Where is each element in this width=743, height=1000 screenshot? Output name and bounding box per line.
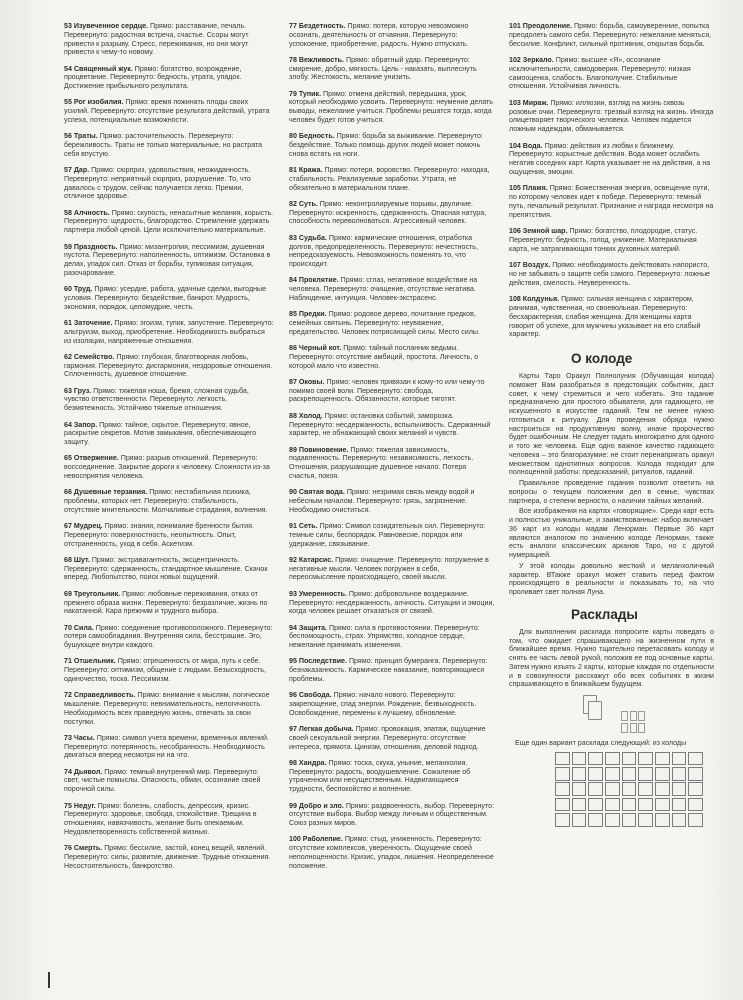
card-entry [64,387,274,413]
card-title: 75 Недуг. [64,801,96,810]
card-entry [509,184,714,219]
card-entry [64,522,274,548]
card-entry [64,243,274,278]
card-entry [289,759,495,794]
card-title: 55 Рог изобилия. [64,98,124,107]
card-title: 59 Праздность. [64,242,118,251]
card-entry [64,802,274,837]
card-title: 57 Дар. [64,166,90,175]
card-meaning: Прямо: эгоизм, тупик, запустение. Перевернуто: альтруизм, выход, приобретение. Необходимость выбраться из изоляции, напряженные отношения. [64,319,274,345]
card-entry [64,65,274,91]
card-meaning: Прямо: нестабильная психика, проблемы, которых нет. Перевернуто: стабильность, отсутствие мнительности. Молчаливые страдания, волнения. [64,488,268,514]
card-meaning: Прямо: бессилие, застой, конец вещей, явлений. Перевернуто: силы, развитие, движение. Трудные отношения. Несостоятельность, банкротство. [64,844,271,870]
card-meaning: Прямо: Божественная энергия, освещение пути, по которому человек идет к победе. Перевернуто: темный путь, печальный результат. Признание и награда несмотря на препятствия. [509,184,714,219]
card-entry [289,657,495,683]
card-entry [289,412,495,438]
card-title: 93 Умеренность. [289,589,347,598]
spread-card-slot [622,782,637,796]
card-entry [289,132,495,158]
card-entry [509,295,714,339]
card-title: 65 Отвержение. [64,454,119,463]
card-meaning: Прямо: богатство, возрождение, процветание. Перевернуто: бедность, утрата, упадок. Достижение прибыльного результата. [64,64,242,91]
card-meaning: Прямо: обратный удар. Перевернуто: смирение, добро, мягкость. Цель - наказать, выплеснуть злобу. Жестокость, желание унизить. [289,55,477,82]
card-entry [509,142,714,177]
card-entry [64,556,274,582]
card-entry [64,844,274,870]
spreads-title: Расклады [571,606,638,622]
spread-card-slot [638,798,653,812]
card-title: 66 Душевные терзания. [64,488,148,497]
spread-card-slot [672,813,687,827]
card-meaning: Прямо: тоска, скука, уныние, меланхолия. Перевернуто: радость, воодушевление. Сожаление об утраченном или несущественным. Надвигающиеся трудности, беспокойство и волнение. [289,758,471,794]
card-entry [64,209,274,235]
spread-card-slot [655,782,670,796]
spread-card-slot [572,752,587,766]
card-title: 60 Труд. [64,285,93,294]
card-entry [64,657,274,683]
card-entry [289,200,495,226]
card-title: 99 Добро и зло. [289,801,344,810]
spread-card-slot [638,752,653,766]
spread-card-slot [638,782,653,796]
spread-card-slot [655,752,670,766]
card-meaning: Прямо: любовные переживания, отказ от прежнего образа жизни. Перевернуто: безразличие, жизнь по накатанной. Кара прежним и трудного выбора. [64,589,268,616]
card-grid-icon [621,711,645,733]
spread-card-slot [688,767,703,781]
card-entries-right [509,22,714,339]
spread-card-slot [672,798,687,812]
card-meaning: Прямо: символ учета времени, временных явлений. Перевернуто: потерянность, несобранность. Необходимость двигаться вперед несмотря ни на что. [64,733,269,760]
spreads-text: Для выполнения расклада попросите карты поведать о том, что ожидает спрашивающего на жизненном пути в ближайшее время. Нужно тщательно перетасовать колоду и снять ее часть левой рукой, положив ее под основные карты. Затем нужно изъять 2 карты, которые каждая по отдельности и в совокупности расскажут обо всех событиях в жизни спрашивающего в ближайшем будущем. [509,627,714,689]
card-meaning: Прямо: усердие, работа, удачные сделки, выгодные условия. Перевернуто: бездействие, банкрот. Мудрость, экономия, порядок, целомудрие, честь. [64,285,267,311]
card-title: 107 Воздух. [509,261,551,270]
card-title: 63 Груз. [64,386,92,395]
spread-card-slot [588,798,603,812]
card-meaning: Прямо: тяжелая зависимость, подавленность. Перевернуто: независимость, легкость. Отношения, разрушающие душевное начало. Потеря счастья, покоя. [289,445,474,480]
spread-card-slot [588,782,603,796]
card-meaning: Прямо: необходимость действовать напористо, но не забывать о защите себя самого. Перевернуто: ложные действия, смелость. Неуверенность. [509,261,711,287]
card-title: 87 Оковы. [289,377,325,386]
spread-card-slot [555,782,570,796]
card-meaning: Прямо: родовое дерево, почитание предков, семейных святынь. Перевернуто: неуважение, предательство. Человек потрясающей силы. Место силы. [289,310,480,336]
card-title: 61 Заточение. [64,319,113,327]
card-meaning: Прямо: стыд, униженность. Перевернуто: отсутствие комплексов, уверенность. Ощущение своей неполноценности. Кризис, упадок, лишения. Неопределенное положение. [289,835,494,870]
card-meaning: Прямо: незримая связь между водой и небесным началом. Перевернуто: грязь, загрязнение. Необходимо очиститься. [289,488,475,514]
about-paragraph: Правильное проведение гадания позволит ответить на вопросы о текущем положении дел в семье, чувствах партнера, о степени верности, о наличии тайных желаний. [509,479,714,505]
card-title: 101 Преодоление. [509,22,573,30]
card-meaning: Прямо: сглаз, негативное воздействие на человека. Перевернуто: очищение, отсутствие негатива. Наблюдение, интуиция. Человек-экстрасенс. [289,276,478,302]
card-title: 67 Мудрец. [64,522,103,531]
card-title: 62 Семейство. [64,352,115,361]
card-meaning: Прямо: действия из любви к ближнему. Перевернуто: корыстные действия. Вода может ослабить негатив соседних карт. Карта указывает не на действия, а на ощущения, эмоции. [509,141,711,176]
spread-card-slot [605,767,620,781]
card-meaning: Прямо: расточительность. Перевернуто: бережливость. Траты не только материальные, но растрата себя впустую. [64,132,263,158]
spread-card-slot [555,813,570,827]
spread-card-slot [572,782,587,796]
spread-card-slot [688,798,703,812]
card-title: 77 Бездетность. [289,22,346,30]
card-entry [64,734,274,760]
card-meaning: Прямо: потеря, воровство. Перевернуто: находка, стабильность. Реализуемые заработки. Утрата, не обязательно в материальном плане. [289,166,490,192]
card-meaning: Прямо: внимание к мыслям, логическое мышление. Перевернуто: невнимательность, нелогичность. Необходимость всех праведную жизнь, отвечать за свои поступки. [64,691,270,726]
card-title: 80 Бедность. [289,132,335,141]
spread-card-slot [638,767,653,781]
card-title: 84 Проклятие. [289,276,339,285]
card-meaning: Прямо: очищение. Перевернуто: погружение в негативные мысли. Человек погружен в себя, переосмысление происходящего, своей мысли. [289,555,489,582]
card-entry [289,590,495,616]
card-entry [289,166,495,192]
card-entry [64,421,274,447]
card-entry [509,99,714,134]
card-title: 98 Хандра. [289,758,327,767]
spread-card-slot [622,752,637,766]
column-middle [289,22,495,878]
spread-icons [569,693,714,735]
card-entry [289,488,495,514]
card-title: 104 Вода. [509,141,543,150]
spread-card-slot [588,752,603,766]
spread-card-slot [572,798,587,812]
card-title: 70 Сила. [64,623,94,632]
card-meaning: Прямо: отрешенность от мира, путь к себе. Перевернуто: оптимизм, общение с людьми. Безысходность, одиночество, тоска. Пессимизм. [64,657,266,683]
spread-card-slot [605,752,620,766]
card-entry [289,691,495,717]
card-title: 96 Свобода. [289,691,332,700]
card-entry [289,522,495,548]
card-entry [289,624,495,650]
card-entry [64,166,274,201]
card-meaning: Прямо: тяжелая ноша, бремя, сложная судьба, чувство ответственности. Перевернуто: легкость, безмятежность. Устойчиво тяжелые отношения. [64,386,249,413]
card-meaning: Прямо: темный внутренний мир. Перевернуто: свет, чистые помыслы. Опасность, обман, осознание своей порочной силы. [64,767,261,794]
about-title: О колоде [571,351,633,367]
card-title: 72 Справедливость. [64,691,136,700]
spread-card-slot [555,752,570,766]
card-entry [64,285,274,311]
card-title: 68 Шут. [64,555,90,564]
card-meaning: Прямо: остановка событий, заморозка. Перевернуто: несдержанность, вспыльчивость. Сдержанный характер, не обнажающий своих желаний и чувств. [289,411,491,438]
card-meaning: Прямо: разрыв отношений. Перевернуто: воссоединение. Закрытие дороги к человеку. Сложности из-за невосприятия человека. [64,454,270,480]
card-entry [289,556,495,582]
card-title: 105 Пламя. [509,184,548,193]
card-entry [509,22,714,48]
card-meaning: Прямо: соединение противоположного. Перевернуто: потеря самообладания. Внутренняя сила, бесстрашие. Эго, бушующее внутри каждого. [64,623,273,650]
spread-card-slot [672,752,687,766]
card-entry [64,132,274,158]
card-title: 79 Тупик. [289,89,322,98]
about-paragraph: У этой колоды довольно жесткий и меланхоличный характер. ВТакже оракул может ставить перед фактом происходящего в реальности и показывать то, на что проливает свет полная Луна. [509,561,714,597]
card-title: 69 Треугольник. [64,589,121,598]
card-meaning: Прямо: принцип бумеранга. Перевернуто: безнаказанность. Кармическое наказание, повторяющиеся проблемы. [289,657,488,683]
card-entry [64,22,274,57]
about-paragraph: Все изображения на картах «говорящие». Среди карт есть и полностью уникальные, и заимствованные: набор включает 36 карт из колоды мадам Ленорман. Первые 36 карт являются аналогом по значению колоде Ленорман, также есть аналоги классических арканов Таро, но с другой нумерацией. [509,507,714,560]
spread-card-slot [655,813,670,827]
card-title: 83 Судьба. [289,233,327,242]
card-meaning: Прямо: знания, понимание бренности бытия. Перевернуто: поверхностность, неопытность. Опыт, отстраненность, уход в себя. Аскетизм. [64,522,254,548]
spread-card-slot [688,813,703,827]
spread-card-slot [572,767,587,781]
spread-card-slot [622,798,637,812]
spread-layout-grid [555,752,703,827]
spread-card-slot [572,813,587,827]
card-entry [289,344,495,370]
card-title: 90 Святая вода. [289,488,345,497]
card-meaning: Прямо: провокация, эпатаж, ощущение своей сексуальной энергии. Перевернуто: отсутствие интереса, прямота. Цинизм, отношения, деловой подход. [289,725,486,751]
card-title: 64 Запор. [64,420,98,429]
binding-mark [48,972,50,988]
spread-card-slot [555,767,570,781]
card-meaning: Прямо: борьба, самоуверенние, попытка преодолеть самого себя. Перевернуто: нежелание меняться, бессилие. Конфликт, сильный противник, открытая борьба. [509,22,712,48]
spread-card-slot [688,752,703,766]
about-text [509,372,714,597]
card-title: 78 Вежливость. [289,55,344,64]
card-title: 58 Алчность. [64,208,110,217]
card-title: 73 Часы. [64,733,95,742]
card-title: 95 Последствие. [289,657,347,666]
card-meaning: Прямо: добровольное воздержание. Перевернуто: несдержанность, алчность. Ситуации и эмоции, когда человек решает отказаться от связей. [289,589,495,616]
card-meaning: Прямо: раздвоенность, выбор. Перевернуто: отсутствие выбора. Выбор между личным и общественным. Союз разных миров. [289,801,495,828]
card-entry [289,725,495,751]
spread-card-slot [638,813,653,827]
card-entry [64,98,274,124]
column-left [64,22,274,878]
card-meaning: Прямо: борьба за выживание. Перевернуто: бездействие. Только помощь других людей может помочь снова встать на ноги. [289,132,483,158]
card-meaning: Прямо: высшее «Я», осознание исключительности, самодоверия. Перевернуто: низкая самооценка, слабость. Благополучие. Стабильные отношения. Устойчивая личность. [509,56,691,91]
card-meaning: Прямо: болезнь, слабость, депрессия, кризис. Перевернуто: здоровье, свобода, спокойствие. Трещина в отношениях, навязчивость, желание быть опекаемым. Неудовлетворенность собственной жизнью. [64,801,257,836]
spread-card-slot [622,813,637,827]
card-meaning: Прямо: сюрприз, удовольствия, неожиданность. Перевернуто: неприятный сюрприз, разрушение. То, что давалось с трудом, сейчас получается легко. Премии, отличное здоровье. [64,166,251,201]
card-title: 102 Зеркало. [509,56,554,65]
card-title: 94 Защита. [289,623,327,632]
card-entry [64,353,274,379]
spread-card-slot [605,798,620,812]
card-entry [289,835,495,870]
card-entry [509,56,714,91]
card-meaning: Прямо: иллюзии, взгляд на жизнь сквозь розовые очки. Перевернуто: трезвый взгляд на жизнь. Иногда олицетворяет творческого человека. Человек подается ложным надеждам, обманывается. [509,98,714,134]
card-meaning: Прямо: сильная женщина с характером, ранимая, чувственная, но своевольная. Перевернуто: бесхарактерная, слабая женщина. Для женщины карта говорит об успехе, для мужчины указывает на его слабый характер. [509,295,701,339]
card-meaning: Прямо: мизантропия, пессимизм, душевная пустота. Перевернуто: наполненность, оптимизм. Остановка в делах, упадок сил. Отказ от борьбы, тупиковая ситуация, разочарование. [64,242,271,277]
card-title: 82 Суть. [289,199,318,208]
card-title: 56 Траты. [64,132,98,141]
card-meaning: Прямо: скупость, ненасытные желания, корысть. Перевернуто: щедрость, благородство. Стремление удержать партнера любой ценой. Цели исключительно материальные. [64,208,274,235]
card-title: 89 Повиновение. [289,445,349,454]
spread-card-slot [605,782,620,796]
card-entry [289,276,495,302]
card-meaning: Прямо: экстравагантность, эксцентричность. Перевернуто: сдержанность, стандартное мышление. Скачок вперед. Любопытство, поиск новых ощущений. [64,555,268,582]
spread-caption: Еще один вариант расклада следующий: из колоды [515,739,687,748]
card-meaning: Прямо: тайный посланник ведьмы. Перевернуто: отсутствие амбиций, простота. Личность, о которой мало что известно. [289,344,479,370]
spread-card-slot [655,798,670,812]
card-entry [289,378,495,404]
card-title: 53 Изувеченное сердце. [64,22,148,30]
spread-card-slot [605,813,620,827]
card-meaning: Прямо: отмена действий, передышка, урок, который необходимо усвоить. Перевернуто: неумение делать выводы, нежелание учиться. Проблемы решатся тогда, когда человек будет готов учиться. [289,89,493,124]
card-title: 88 Холод. [289,411,323,420]
about-paragraph: Карты Таро Оракул Полнолуния (Обучающая колода) поможет Вам разобраться в предстоящих событиях, даст совет, к чему стремиться и чего избегать. Это гадание предназначено для простого обывателя, для гадающего, не искушенного в искусстве гаданий. Тем не менее нужно готовиться к ритуалу. Для проведения обряда нужно настроиться на продуктивную волну, иначе пророчество будет ошибочным. Не следует гадать многократно для одного и того же человека. Еще одно важное качество гадающего человека – это благоразумие: не стоит перенапрягать оракул множеством однотипных вопросов. Колода подходит для полноценной работы: предсказаний, ритуалов, гаданий. [509,372,714,477]
spread-card-slot [588,767,603,781]
spread-card-slot [555,798,570,812]
card-title: 106 Земной шар. [509,227,568,236]
card-entry [289,234,495,269]
card-meaning: Прямо: начало нового. Перевернуто: закрепощение, спад энергии. Рождение, безвыходность. Освобождение, перемены к лучшему, обновление. [289,691,477,717]
spread-card-slot [655,767,670,781]
card-meaning: Прямо: кармические отношения, отработка долгов, предопределенность. Перевернуто: нечестность, непредсказуемость. Невозможность поменять то, что происходит. [289,233,478,269]
card-title: 71 Отшельник. [64,657,116,666]
card-title: 100 Раболепие. [289,835,343,844]
card-entry [64,454,274,480]
card-entry [64,768,274,794]
card-entry [64,691,274,726]
card-entry [289,22,495,48]
card-title: 85 Предки. [289,310,327,319]
card-title: 74 Дьявол. [64,767,103,776]
spread-card-slot [588,813,603,827]
card-entry [64,590,274,616]
card-entry [289,802,495,828]
card-entry [289,56,495,82]
spread-card-slot [672,767,687,781]
spread-card-slot [688,782,703,796]
card-entry [64,319,274,345]
card-title: 108 Колдунья. [509,295,560,304]
card-entry [289,446,495,481]
card-entry [289,90,495,125]
column-right [509,22,714,827]
card-entry [509,227,714,253]
card-meaning: Прямо: сила в противостоянии. Перевернуто: беспомощность, страх. Упрямство, холодное сердце, нежелание принимать изменения. [289,623,480,650]
spread-card-slot [622,767,637,781]
card-title: 91 Сеть. [289,522,318,531]
card-meaning: Прямо: неконтролируемые порывы, двуличие. Перевернуто: искренность, сдержанность. Опасная натура, способность переволноваться. Агрессивный человек. [289,199,487,226]
two-cards-icon [583,695,603,721]
card-entry [509,261,714,287]
card-entry [64,488,274,514]
card-meaning: Прямо: потеря, которую невозможно осознать, деятельность от отчаяния. Перевернуто: успокоение, приобретение, радость. Нужно отпускать. [289,22,469,48]
card-meaning: Прямо: богатство, плодородие, статус. Перевернуто: бедность, голод, унижение. Материальная карта, не затрагивающая тонких духовных материй. [509,227,698,253]
card-meaning: Прямо: Символ созидательных сил. Перевернуто: темные силы, беспорядок. Равновесие, порядок или удержание, связывание. [289,522,486,548]
card-title: 76 Смерть. [64,844,103,853]
spread-card-slot [672,782,687,796]
card-meaning: Прямо: глубокая, благотворная любовь, гармония. Перевернуто: дисгармония, нездоровые отношения. Сплоченность, душевное отношение. [64,352,273,379]
card-meaning: Прямо: тайное, скрытое. Перевернуто: явное, раскрытие секретов. Мотив замыкания, обеспечивающего защиту. [64,420,257,447]
card-title: 81 Кража. [289,166,323,175]
card-entry [64,624,274,650]
card-title: 92 Катарсис. [289,555,334,564]
card-title: 54 Священный жук. [64,64,133,73]
card-title: 97 Легкая добыча. [289,725,354,734]
card-meaning: Прямо: расставание, печаль. Перевернуто: радостная встреча, счастье. Ссоры могут привести к разрыву. Стресс, переживания, но они могут привести к чему-то новому. [64,22,249,57]
card-entry [289,310,495,336]
card-title: 103 Мираж. [509,98,549,107]
card-meaning: Прямо: время пожинать плоды своих усилий. Перевернуто: отсутствие результата действий, утрата успеха, потенциальные возможности. [64,98,270,124]
card-meaning: Прямо: человек привязан к кому-то или чему-то помимо своей воли. Перевернуто: свобода, раскрепощенность. Обязанности, которые тяготят. [289,377,485,404]
card-title: 86 Черный кот. [289,344,342,353]
